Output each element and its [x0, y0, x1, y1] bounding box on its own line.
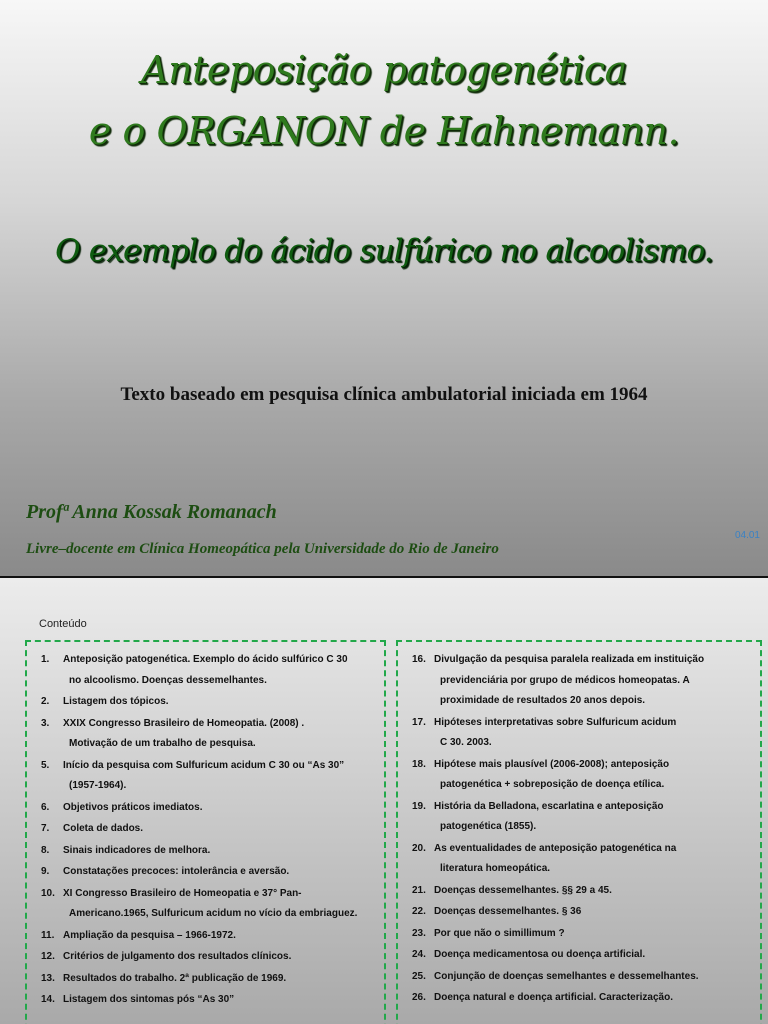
contents-item-number: 23. [412, 927, 426, 939]
contents-item [41, 692, 380, 713]
basis-text: Texto baseado em pesquisa clínica ambulatorial iniciada em 1964 [120, 384, 648, 405]
contents-item-text: XXIX Congresso Brasileiro de Homeopatia. (2008) . [63, 717, 305, 729]
contents-item-text: Doença medicamentosa ou doença artificial. [434, 949, 646, 960]
contents-item [412, 839, 756, 880]
contents-item-number: 3. [41, 717, 50, 729]
contents-item [412, 988, 756, 1009]
contents-item [41, 650, 380, 691]
contents-item-text: Objetivos práticos imediatos. [63, 801, 203, 813]
contents-item-text: patogenética (1855). [440, 821, 537, 832]
contents-item [412, 881, 756, 902]
contents-item-text: Hipótese mais plausível (2006-2008); anteposição [434, 758, 670, 770]
contents-heading: Conteúdo [39, 618, 87, 630]
contents-item-number: 1. [41, 654, 50, 665]
contents-item-number: 22. [412, 906, 426, 917]
contents-item-number: 13. [41, 972, 55, 984]
contents-item-number: 25. [412, 970, 426, 982]
contents-item-text: Coleta de dados. [63, 823, 144, 834]
contents-item-text: Hipóteses interpretativas sobre Sulfuricum acidum [434, 716, 677, 728]
contents-item-text: História da Belladona, escarlatina e anteposição [434, 800, 664, 812]
author-affiliation: Livre–docente em Clínica Homeopática pela Universidade do Rio de Janeiro [26, 541, 499, 557]
slide-title-line2: e o ORGANON de Hahnemann. [88, 109, 680, 153]
contents-item-text: patogenética + sobreposição de doença etílica. [440, 779, 665, 790]
contents-item [41, 926, 380, 947]
contents-item-text: Doenças dessemelhantes. § 36 [434, 906, 582, 917]
contents-item-text: Motivação de um trabalho de pesquisa. [69, 738, 256, 749]
contents-item-text: Constatações precoces: intolerância e aversão. [63, 866, 290, 877]
contents-item [41, 714, 380, 755]
contents-item-number: 24. [412, 949, 426, 960]
contents-item-number: 21. [412, 884, 426, 896]
contents-right-column [396, 640, 762, 1024]
contents-item-text: literatura homeopática. [440, 863, 551, 874]
contents-item [41, 819, 380, 840]
slide-number: 04.01 [734, 530, 760, 541]
contents-item-text: Anteposição patogenética. Exemplo do ácido sulfúrico C 30 [63, 654, 348, 665]
contents-item-number: 5. [41, 759, 50, 771]
author-name: Profª Anna Kossak Romanach [26, 501, 277, 523]
contents-item-number: 18. [412, 758, 426, 770]
contents-item-text: proximidade de resultados 20 anos depois. [440, 695, 646, 706]
slide-title-line1: Anteposição patogenética [141, 48, 627, 92]
contents-item [412, 945, 756, 966]
contents-item [412, 967, 756, 988]
contents-slide [0, 578, 768, 1024]
contents-item-number: 26. [412, 992, 426, 1003]
contents-item-text: C 30. 2003. [440, 737, 492, 748]
slide-subtitle: O exemplo do ácido sulfúrico no alcoolismo. [55, 233, 713, 269]
contents-item [41, 947, 380, 968]
contents-item-number: 10. [41, 887, 55, 899]
contents-item [41, 798, 380, 819]
contents-item-text: XI Congresso Brasileiro de Homeopatia e 37° Pan- [63, 887, 302, 899]
contents-item [41, 884, 380, 925]
contents-item-number: 19. [412, 800, 426, 812]
contents-left-column [25, 640, 386, 1024]
contents-item-text: Sinais indicadores de melhora. [63, 844, 211, 856]
contents-item [41, 990, 380, 1011]
contents-item [41, 969, 380, 990]
contents-item-text: Ampliação da pesquisa – 1966-1972. [63, 929, 236, 941]
contents-item-number: 9. [41, 866, 50, 877]
contents-item-number: 11. [41, 929, 55, 941]
contents-item [412, 755, 756, 796]
contents-item-text: previdenciária por grupo de médicos homeopatas. A [440, 674, 690, 686]
contents-item-text: (1957-1964). [69, 780, 127, 791]
contents-item-number: 2. [41, 696, 50, 707]
contents-item [41, 862, 380, 883]
contents-item-number: 7. [41, 823, 50, 834]
contents-item [41, 756, 380, 797]
contents-item-number: 14. [41, 994, 55, 1005]
contents-item-text: Por que não o simillimum ? [434, 927, 565, 939]
contents-item-number: 12. [41, 951, 55, 962]
contents-item-text: Listagem dos sintomas pós “As 30” [63, 994, 235, 1005]
contents-item-number: 6. [41, 801, 50, 813]
contents-item [412, 650, 756, 712]
contents-item-text: Listagem dos tópicos. [63, 696, 169, 707]
contents-item-number: 8. [41, 844, 50, 856]
contents-item-number: 16. [412, 654, 426, 665]
contents-item [412, 713, 756, 754]
contents-item-text: As eventualidades de anteposição patogenética na [434, 842, 677, 854]
contents-item-text: Critérios de julgamento dos resultados clínicos. [63, 951, 292, 962]
contents-item [412, 924, 756, 945]
contents-item-text: Americano.1965, Sulfuricum acidum no vício da embriaguez. [69, 908, 358, 919]
contents-item-text: Início da pesquisa com Sulfuricum acidum C 30 ou “As 30” [63, 759, 345, 771]
contents-item-text: Divulgação da pesquisa paralela realizada em instituição [434, 654, 705, 665]
contents-item-number: 17. [412, 716, 426, 728]
contents-item [412, 902, 756, 923]
contents-item-text: Doença natural e doença artificial. Caracterização. [434, 992, 673, 1003]
contents-item [41, 841, 380, 862]
contents-item-number: 20. [412, 842, 426, 854]
contents-item [412, 797, 756, 838]
contents-item-text: Conjunção de doenças semelhantes e dessemelhantes. [434, 970, 699, 982]
contents-item-text: Doenças dessemelhantes. §§ 29 a 45. [434, 884, 612, 896]
contents-item-text: no alcoolismo. Doenças dessemelhantes. [69, 674, 267, 686]
contents-item-text: Resultados do trabalho. 2ª publicação de 1969. [63, 972, 287, 984]
